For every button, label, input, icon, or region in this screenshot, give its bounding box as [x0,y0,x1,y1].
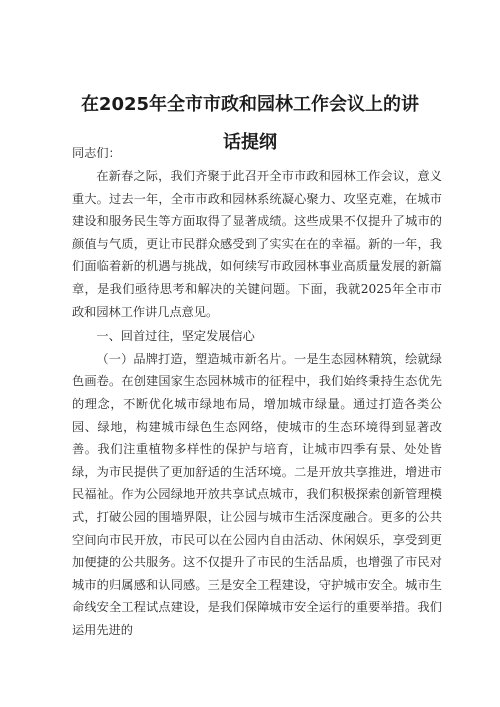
document-title-line1: 在2025年全市市政和园林工作会议上的讲 [80,94,420,115]
section1-paragraph: （一）品牌打造，塑造城市新名片。一是生态园林精筑，绘就绿色画卷。在创建国家生态园林城市的征程中，我们始终秉持生态优先的理念，不断优化城市绿地布局，增加城市绿量。通过打造各类公园、绿地，构建城市绿色生态网络，使城市的生态环境得到显著改善。我们注重植物多样性的保护与培育，让城市四季有景、处处皆绿，为市民提供了更加舒适的生活环境。二是开放共享推进，增进市民福祉。作为公园绿地开放共享试点城市，我们积极探索创新管理模式，打破公园的围墙界限，让公园与城市生活深度融合。更多的公共空间向市民开放，市民可以在公园内自由活动、休闲娱乐，享受到更加便捷的公共服务。这不仅提升了市民的生活品质，也增强了市民对城市的归属感和认同感。三是安全工程建设，守护城市安全。城市生命线安全工程试点建设，是我们保障城市安全运行的重要举措。我们运用先进的 [72,351,442,637]
document-title-line2: 话提纲 [223,132,277,153]
document-body [72,165,442,641]
greeting: 同志们： [72,146,121,160]
intro-paragraph: 在新春之际，我们齐聚于此召开全市市政和园林工作会议，意义重大。过去一年，全市市政和园林系统凝心聚力、攻坚克难，在城市建设和服务民生等方面取得了显著成绩。这些成果不仅提升了城市的颜值与气质，更让市民群众感受到了实实在在的幸福。新的一年，我们面临着新的机遇与挑战，如何续写市政园林事业高质量发展的新篇章，是我们亟待思考和解决的关键问题。下面，我就2025年全市市政和园林工作讲几点意见。 [72,169,442,319]
section1-heading: 一、回首过往，坚定发展信心 [96,329,255,344]
